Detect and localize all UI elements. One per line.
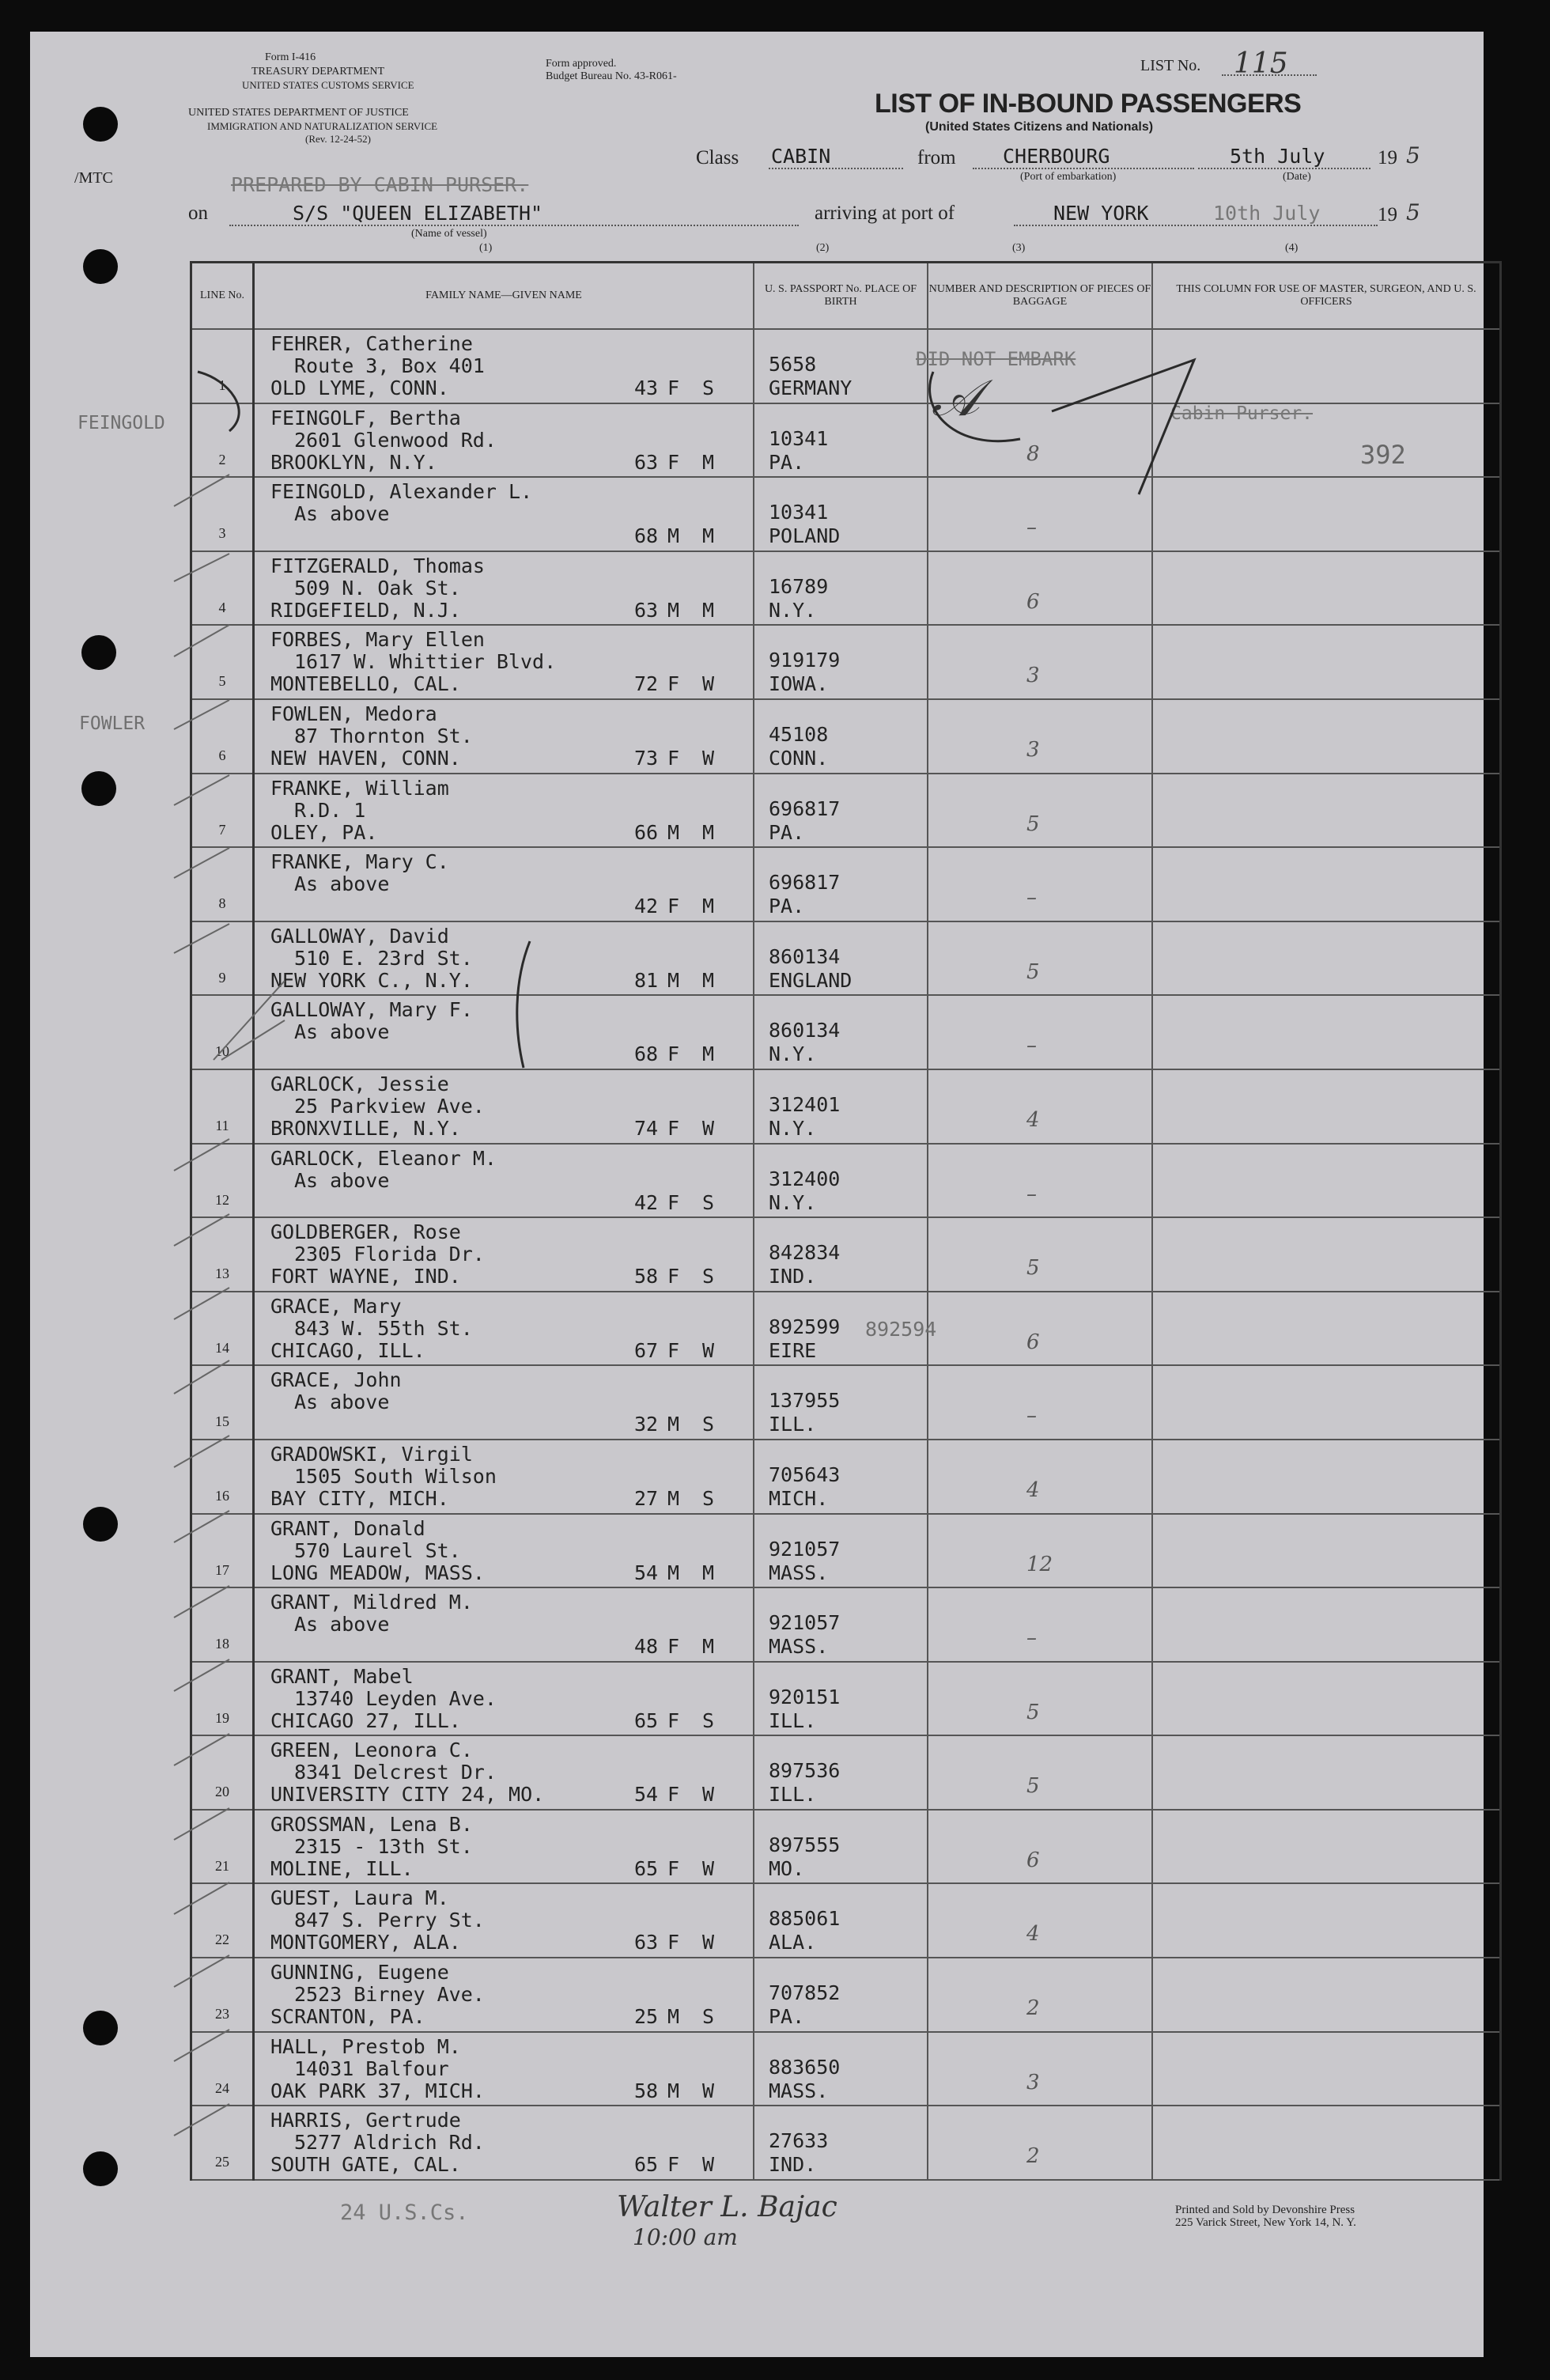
address-line: As above: [294, 502, 390, 526]
age: 81: [634, 968, 659, 992]
baggage-count: 4: [1026, 1922, 1040, 1947]
passport-number: 860134: [769, 1019, 841, 1042]
sex: F: [667, 746, 680, 770]
place-of-birth: ILL.: [769, 1413, 817, 1436]
place-of-birth: GERMANY: [769, 376, 852, 399]
place-of-birth: IND.: [769, 1265, 817, 1288]
passport-number: 5658: [769, 353, 817, 376]
address-line: 2523 Birney Ave.: [294, 1983, 485, 2007]
age: 72: [634, 672, 659, 696]
officer-initials: 𝒜: [932, 369, 980, 428]
passenger-name: GRACE, John: [270, 1368, 402, 1392]
place-of-birth: IOWA.: [769, 672, 829, 696]
city-line: OLEY, PA.: [270, 820, 378, 844]
city-line: RIDGEFIELD, N.J.: [270, 598, 461, 622]
passenger-name: GRACE, Mary: [270, 1294, 402, 1318]
sex: F: [667, 1635, 680, 1659]
age: 43: [634, 376, 659, 399]
margin-feingold: FEINGOLD: [78, 413, 165, 433]
passport-number: 10341: [769, 501, 829, 524]
passport-number: 883650: [769, 2055, 841, 2079]
line-number: 20: [191, 1735, 254, 1810]
header-name: FAMILY NAME—GIVEN NAME: [254, 263, 754, 330]
line-number: 16: [191, 1440, 254, 1514]
sex: F: [667, 1042, 680, 1066]
passport-number: 137955: [769, 1389, 841, 1413]
address-line: As above: [294, 1168, 390, 1192]
city-line: OAK PARK 37, MICH.: [270, 2079, 485, 2102]
passenger-name: FEHRER, Catherine: [270, 332, 473, 355]
age: 68: [634, 524, 659, 548]
line-number: 11: [191, 1069, 254, 1144]
marital-status: W: [702, 1856, 715, 1880]
margin-curl: [198, 372, 239, 431]
passenger-name: GARLOCK, Eleanor M.: [270, 1146, 497, 1170]
arrival-date: 10th July: [1213, 202, 1321, 225]
address-line: R.D. 1: [294, 798, 366, 822]
address-line: 2601 Glenwood Rd.: [294, 428, 497, 452]
baggage-count: 5: [1026, 959, 1040, 984]
baggage-count: –: [1026, 1404, 1037, 1428]
passenger-name: GALLOWAY, David: [270, 924, 449, 948]
age: 66: [634, 820, 659, 844]
address-line: 13740 Leyden Ave.: [294, 1686, 497, 1710]
marital-status: S: [702, 1265, 715, 1288]
header-line-no: LINE No.: [191, 263, 254, 330]
line-number: 23: [191, 1958, 254, 2032]
place-of-birth: MASS.: [769, 1635, 829, 1659]
passport-number: 707852: [769, 1981, 841, 2005]
customs-label: UNITED STATES CUSTOMS SERVICE: [242, 79, 414, 91]
age: 65: [634, 2153, 659, 2177]
justice-label: UNITED STATES DEPARTMENT OF JUSTICE: [188, 107, 409, 119]
line-number: 3: [191, 477, 254, 551]
passport-number: 312401: [769, 1092, 841, 1116]
baggage-count: 3: [1026, 664, 1040, 688]
line-number: 6: [191, 699, 254, 774]
passport-number: 885061: [769, 1907, 841, 1931]
line-number: 4: [191, 551, 254, 626]
marital-status: W: [702, 1116, 715, 1140]
marital-status: M: [702, 895, 715, 918]
cabin-purser-note: Cabin Purser.: [1170, 403, 1314, 424]
line-number: 25: [191, 2106, 254, 2180]
address-line: 8341 Delcrest Dr.: [294, 1761, 497, 1784]
place-of-birth: CONN.: [769, 746, 829, 770]
marital-status: W: [702, 1783, 715, 1807]
sex: F: [667, 2153, 680, 2177]
marital-status: M: [702, 968, 715, 992]
city-line: NEW HAVEN, CONN.: [270, 746, 461, 770]
prepared-by: PREPARED BY CABIN PURSER.: [231, 173, 529, 196]
address-line: 843 W. 55th St.: [294, 1316, 473, 1340]
vessel-name: S/S "QUEEN ELIZABETH": [293, 202, 543, 225]
line-number: 2: [191, 403, 254, 478]
passport-number: 10341: [769, 426, 829, 450]
age: 25: [634, 2005, 659, 2029]
passenger-name: GUNNING, Eugene: [270, 1961, 449, 1985]
city-line: BAY CITY, MICH.: [270, 1486, 449, 1510]
marital-status: W: [702, 1931, 715, 1954]
address-line: 5277 Aldrich Rd.: [294, 2131, 485, 2155]
place-of-birth: MICH.: [769, 1486, 829, 1510]
passport-number: 860134: [769, 944, 841, 968]
passenger-name: GALLOWAY, Mary F.: [270, 998, 473, 1022]
form-approved: Form approved.: [546, 58, 617, 70]
passenger-name: GUEST, Laura M.: [270, 1886, 449, 1910]
treasury-label: TREASURY DEPARTMENT: [251, 66, 385, 78]
marital-status: M: [702, 1042, 715, 1066]
city-line: CHICAGO 27, ILL.: [270, 1708, 461, 1732]
address-line: 14031 Balfour: [294, 2056, 449, 2080]
address-line: 2315 - 13th St.: [294, 1834, 473, 1858]
baggage-count: 12: [1026, 1552, 1053, 1576]
baggage-count: –: [1026, 1034, 1037, 1058]
baggage-count: 4: [1026, 1107, 1040, 1132]
form-number: Form I-416: [265, 51, 316, 63]
passenger-name: FORBES, Mary Ellen: [270, 628, 485, 652]
header-passport: U. S. PASSPORT No. PLACE OF BIRTH: [754, 263, 928, 330]
marital-status: W: [702, 2079, 715, 2102]
passport-number: 45108: [769, 722, 829, 746]
baggage-count: 5: [1026, 812, 1040, 836]
address-line: As above: [294, 1613, 390, 1636]
sex: F: [667, 1265, 680, 1288]
age: 63: [634, 1931, 659, 1954]
passport-number: 921057: [769, 1537, 841, 1561]
passenger-name: GROSSMAN, Lena B.: [270, 1812, 473, 1836]
place-of-birth: MO.: [769, 1856, 805, 1880]
city-line: MONTGOMERY, ALA.: [270, 1931, 461, 1954]
sex: F: [667, 1708, 680, 1732]
line-number: 5: [191, 625, 254, 699]
arrival-year-digit: 5: [1406, 199, 1420, 225]
age: 67: [634, 1338, 659, 1362]
age: 32: [634, 1413, 659, 1436]
passenger-name: FRANKE, William: [270, 776, 449, 800]
sex: F: [667, 895, 680, 918]
passport-number: 696817: [769, 796, 841, 820]
ins-label: IMMIGRATION AND NATURALIZATION SERVICE: [207, 120, 438, 132]
document-title: LIST OF IN-BOUND PASSENGERS: [875, 89, 1302, 119]
margin-fowler: FOWLER: [79, 713, 146, 734]
place-of-birth: MASS.: [769, 1561, 829, 1584]
passenger-name: FRANKE, Mary C.: [270, 850, 449, 874]
baggage-count: 6: [1026, 1848, 1040, 1872]
list-no-value: 115: [1234, 47, 1288, 80]
place-of-birth: EIRE: [769, 1338, 817, 1362]
check-stroke: [1052, 360, 1194, 494]
col-num-4: (4): [1285, 242, 1299, 254]
line-number: 17: [191, 1514, 254, 1588]
baggage-count: 3: [1026, 737, 1040, 762]
vessel-caption: (Name of vessel): [411, 228, 487, 240]
place-of-birth: N.Y.: [769, 1116, 817, 1140]
year-prefix: 19: [1378, 147, 1397, 168]
revision-label: (Rev. 12-24-52): [305, 133, 371, 145]
inspection-time: 10:00 am: [633, 2224, 738, 2250]
address-line: 25 Parkview Ave.: [294, 1094, 485, 1118]
place-of-birth: POLAND: [769, 524, 841, 548]
line-number: 13: [191, 1217, 254, 1292]
passenger-name: GARLOCK, Jessie: [270, 1072, 449, 1095]
baggage-count: 2: [1026, 1996, 1040, 2021]
embark-caption: (Port of embarkation): [1020, 171, 1117, 183]
marital-status: M: [702, 1561, 715, 1584]
baggage-count: –: [1026, 1626, 1037, 1651]
printer-line-1: Printed and Sold by Devonshire Press: [1175, 2204, 1355, 2216]
marital-status: W: [702, 1338, 715, 1362]
baggage-count: 2: [1026, 2144, 1040, 2169]
line-number: 22: [191, 1883, 254, 1958]
line-number: 8: [191, 847, 254, 921]
sex: F: [667, 1116, 680, 1140]
from-value: CHERBOURG: [1003, 145, 1110, 168]
passenger-name: FOWLEN, Medora: [270, 702, 437, 725]
baggage-count: –: [1026, 1182, 1037, 1206]
address-line: 2305 Florida Dr.: [294, 1243, 485, 1266]
city-line: LONG MEADOW, MASS.: [270, 1561, 485, 1584]
bracket-stroke: [517, 941, 530, 1068]
marital-status: S: [702, 1413, 715, 1436]
address-line: 847 S. Perry St.: [294, 1909, 485, 1932]
col-num-2: (2): [816, 242, 830, 254]
passenger-name: FITZGERALD, Thomas: [270, 554, 485, 577]
place-of-birth: PA.: [769, 820, 805, 844]
printer-line-2: 225 Varick Street, New York 14, N. Y.: [1175, 2216, 1356, 2229]
baggage-count: 5: [1026, 1256, 1040, 1281]
officer-number: 392: [1360, 440, 1406, 470]
age: 65: [634, 1708, 659, 1732]
age: 63: [634, 598, 659, 622]
marital-status: S: [702, 1190, 715, 1214]
sex: F: [667, 1190, 680, 1214]
line-number: 14: [191, 1292, 254, 1366]
address-line: 570 Laurel St.: [294, 1538, 461, 1562]
passenger-name: GRANT, Mildred M.: [270, 1591, 473, 1614]
sex: M: [667, 2005, 680, 2029]
class-label: Class: [696, 147, 739, 168]
budget-bureau: Budget Bureau No. 43-R061-: [546, 70, 677, 82]
line-number: 9: [191, 921, 254, 996]
age: 58: [634, 1265, 659, 1288]
address-line: Route 3, Box 401: [294, 354, 485, 377]
passport-number: 892599: [769, 1315, 841, 1338]
from-label: from: [917, 147, 956, 168]
sex: F: [667, 1783, 680, 1807]
year-digit: 5: [1406, 142, 1420, 168]
on-label: on: [188, 202, 208, 224]
passport-number: 897555: [769, 1833, 841, 1856]
header-baggage: NUMBER AND DESCRIPTION OF PIECES OF BAGGAGE: [928, 263, 1152, 330]
place-of-birth: N.Y.: [769, 1042, 817, 1066]
age: 73: [634, 746, 659, 770]
address-line: 510 E. 23rd St.: [294, 946, 473, 970]
baggage-count: 5: [1026, 1774, 1040, 1799]
city-line: MOLINE, ILL.: [270, 1856, 414, 1880]
city-line: SCRANTON, PA.: [270, 2005, 425, 2029]
city-line: FORT WAYNE, IND.: [270, 1265, 461, 1288]
address-line: 509 N. Oak St.: [294, 576, 461, 600]
city-line: CHICAGO, ILL.: [270, 1338, 425, 1362]
passport-number: 696817: [769, 871, 841, 895]
sex: F: [667, 1338, 680, 1362]
passport-number: 27633: [769, 2129, 829, 2153]
signature-stroke: [930, 369, 1020, 441]
list-no-label: LIST No.: [1140, 57, 1201, 74]
passport-number: 919179: [769, 649, 841, 672]
baggage-count: 5: [1026, 1700, 1040, 1724]
baggage-count: 8: [1026, 441, 1040, 466]
line-number: 12: [191, 1144, 254, 1218]
place-of-birth: PA.: [769, 2005, 805, 2029]
line-number: 21: [191, 1810, 254, 1884]
age: 54: [634, 1561, 659, 1584]
place-of-birth: ILL.: [769, 1708, 817, 1732]
city-line: OLD LYME, CONN.: [270, 376, 449, 399]
class-value: CABIN: [771, 145, 831, 168]
passport-number: 897536: [769, 1759, 841, 1783]
line-number: 10: [191, 995, 254, 1069]
col-num-1: (1): [479, 242, 493, 254]
baggage-count: 4: [1026, 1478, 1040, 1502]
arriving-label: arriving at port of: [815, 202, 955, 224]
sex: F: [667, 450, 680, 474]
place-of-birth: ENGLAND: [769, 968, 852, 992]
baggage-count: 6: [1026, 1330, 1040, 1354]
passenger-name: GRANT, Mabel: [270, 1664, 414, 1688]
passenger-name: GRADOWSKI, Virgil: [270, 1442, 473, 1466]
city-line: SOUTH GATE, CAL.: [270, 2153, 461, 2177]
passport-number: 705643: [769, 1462, 841, 1486]
sex: F: [667, 1931, 680, 1954]
marital-status: M: [702, 450, 715, 474]
marital-status: M: [702, 820, 715, 844]
sex: M: [667, 968, 680, 992]
place-of-birth: ALA.: [769, 1931, 817, 1954]
place-of-birth: N.Y.: [769, 598, 817, 622]
age: 65: [634, 1856, 659, 1880]
sex: F: [667, 672, 680, 696]
marital-status: W: [702, 2153, 715, 2177]
line-number: 19: [191, 1662, 254, 1736]
sex: M: [667, 1561, 680, 1584]
baggage-count: 3: [1026, 2070, 1040, 2094]
passenger-name: FEINGOLD, Alexander L.: [270, 480, 533, 504]
did-not-embark-stamp: DID NOT EMBARK: [916, 348, 1076, 370]
marital-status: S: [702, 1708, 715, 1732]
place-of-birth: MASS.: [769, 2079, 829, 2102]
date-value: 5th July: [1230, 145, 1325, 168]
city-line: NEW YORK C., N.Y.: [270, 968, 473, 992]
address-line: 1505 South Wilson: [294, 1464, 497, 1488]
address-line: 1617 W. Whittier Blvd.: [294, 650, 557, 674]
line-number: 15: [191, 1365, 254, 1440]
address-line: As above: [294, 1020, 390, 1044]
place-of-birth: PA.: [769, 895, 805, 918]
arrival-year-prefix: 19: [1378, 204, 1397, 225]
age: 42: [634, 1190, 659, 1214]
baggage-count: 6: [1026, 589, 1040, 614]
date-caption: (Date): [1283, 171, 1311, 183]
age: 63: [634, 450, 659, 474]
marital-status: S: [702, 1486, 715, 1510]
sex: M: [667, 524, 680, 548]
marital-status: W: [702, 746, 715, 770]
city-line: UNIVERSITY CITY 24, MO.: [270, 1783, 545, 1807]
passenger-name: FEINGOLF, Bertha: [270, 406, 461, 429]
passenger-name: HALL, Prestob M.: [270, 2034, 461, 2058]
city-line: BRONXVILLE, N.Y.: [270, 1116, 461, 1140]
baggage-count: –: [1026, 516, 1037, 540]
sex: F: [667, 376, 680, 399]
age: 42: [634, 895, 659, 918]
place-of-birth: IND.: [769, 2153, 817, 2177]
line-number: 7: [191, 774, 254, 848]
sex: M: [667, 1413, 680, 1436]
marital-status: M: [702, 598, 715, 622]
place-of-birth: N.Y.: [769, 1190, 817, 1214]
marital-status: M: [702, 1635, 715, 1659]
passport-number: 312400: [769, 1167, 841, 1190]
age: 27: [634, 1486, 659, 1510]
baggage-count: –: [1026, 886, 1037, 910]
address-line: As above: [294, 872, 390, 896]
marital-status: W: [702, 672, 715, 696]
age: 58: [634, 2079, 659, 2102]
marital-status: M: [702, 524, 715, 548]
sex: M: [667, 598, 680, 622]
sex: M: [667, 1486, 680, 1510]
passenger-name: HARRIS, Gertrude: [270, 2109, 461, 2132]
age: 54: [634, 1783, 659, 1807]
sex: M: [667, 820, 680, 844]
document-subtitle: (United States Citizens and Nationals): [925, 120, 1154, 134]
place-of-birth: PA.: [769, 450, 805, 474]
city-line: BROOKLYN, N.Y.: [270, 450, 437, 474]
passenger-name: GOLDBERGER, Rose: [270, 1220, 461, 1244]
sex: F: [667, 1856, 680, 1880]
age: 48: [634, 1635, 659, 1659]
header-officers: THIS COLUMN FOR USE OF MASTER, SURGEON, AND U. S. OFFICERS: [1152, 263, 1501, 330]
footer-count: 24 U.S.Cs.: [340, 2200, 469, 2225]
passenger-name: GREEN, Leonora C.: [270, 1739, 473, 1762]
passport-number: 921057: [769, 1611, 841, 1635]
passport-number: 920151: [769, 1685, 841, 1708]
passport-number: 842834: [769, 1241, 841, 1265]
city-line: MONTEBELLO, CAL.: [270, 672, 461, 696]
port-value: NEW YORK: [1053, 202, 1149, 225]
line-number: 24: [191, 2032, 254, 2106]
marital-status: S: [702, 376, 715, 399]
passenger-name: GRANT, Donald: [270, 1516, 425, 1540]
age: 74: [634, 1116, 659, 1140]
col-num-3: (3): [1012, 242, 1026, 254]
age: 68: [634, 1042, 659, 1066]
place-of-birth: ILL.: [769, 1783, 817, 1807]
corrected-passport: 892594: [865, 1318, 937, 1341]
address-line: As above: [294, 1391, 390, 1414]
passport-number: 16789: [769, 574, 829, 598]
marital-status: S: [702, 2005, 715, 2029]
margin-mark: /MTC: [74, 169, 113, 187]
inspector-signature: Walter L. Bajac: [617, 2191, 837, 2223]
line-number: 18: [191, 1587, 254, 1662]
line-number: 1: [191, 329, 254, 403]
address-line: 87 Thornton St.: [294, 724, 473, 747]
sex: M: [667, 2079, 680, 2102]
